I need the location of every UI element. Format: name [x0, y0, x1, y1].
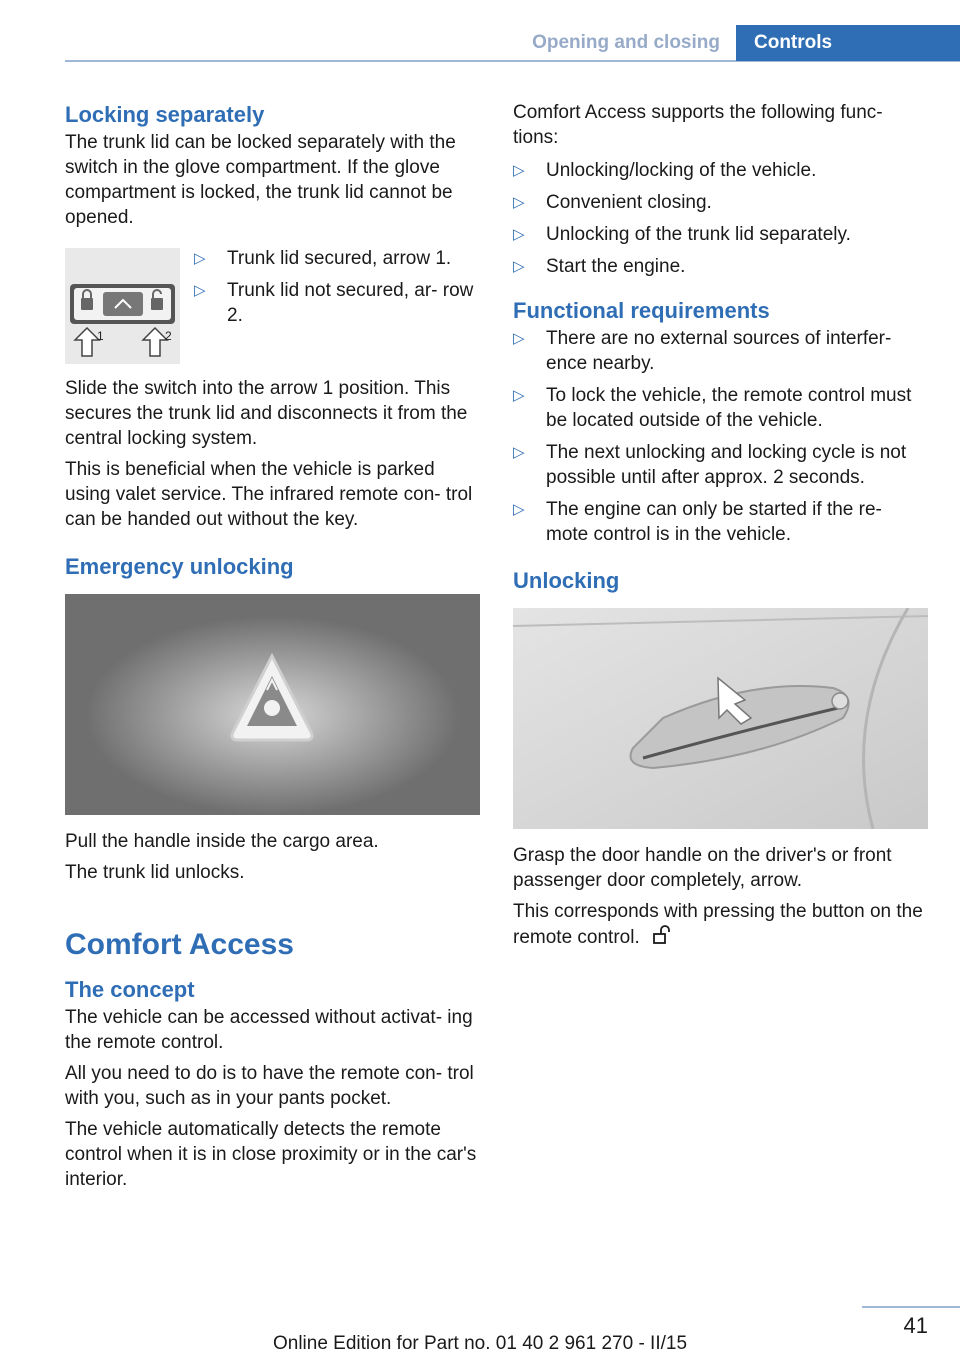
list-item: ▷ Start the engine. [513, 256, 686, 277]
locking-separately-text: The trunk lid can be locked separately with the switch in the glove compartment. If the glove compartment is locked, the trunk lid cannot be opened. [65, 132, 456, 228]
list-item: ▷ Unlocking/locking of the vehicle. [513, 160, 817, 181]
functions-list [513, 158, 928, 279]
door-handle-figure [513, 608, 928, 829]
supports-text: Comfort Access supports the following func‐ tions: [513, 102, 883, 148]
triangle-right-icon: ▷ [513, 444, 525, 461]
trunk-unlocks-text: The trunk lid unlocks. [65, 862, 245, 883]
triangle-right-icon: ▷ [513, 258, 525, 275]
emergency-handle-figure [65, 594, 480, 815]
right-column [513, 100, 928, 950]
triangle-right-icon: ▷ [513, 330, 525, 347]
triangle-right-icon: ▷ [513, 194, 525, 211]
unlock-icon [651, 924, 673, 946]
triangle-right-icon: ▷ [194, 282, 206, 299]
locking-separately-heading: Locking separately [65, 102, 265, 127]
list-item: ▷ There are no external sources of interfer‐ ence nearby. [513, 328, 892, 374]
concept-text-1: The vehicle can be accessed without activat‐ ing the remote control. [65, 1007, 473, 1053]
concept-text-3: The vehicle automatically detects the remote control when it is in close proximity or in the car's interior. [65, 1119, 477, 1190]
triangle-right-icon: ▷ [513, 226, 525, 243]
list-item: ▷ The next unlocking and locking cycle is not possible until after approx. 2 seconds. [513, 442, 907, 488]
list-item: ▷ Trunk lid not secured, ar‐ row 2. [194, 280, 474, 326]
triangle-right-icon: ▷ [513, 162, 525, 179]
list-item: ▷ Unlocking of the trunk lid separately. [513, 224, 851, 245]
list-item: ▷ To lock the vehicle, the remote control must be located outside of the vehicle. [513, 385, 912, 431]
slide-switch-text: Slide the switch into the arrow 1 position. This secures the trunk lid and disconnects it from the central locking system. [65, 378, 468, 449]
emergency-unlocking-heading: Emergency unlocking [65, 554, 294, 579]
switch-bullet-list [194, 246, 480, 364]
edition-note: Online Edition for Part no. 01 40 2 961 270 - II/15 [272, 1333, 688, 1354]
left-column [65, 100, 480, 1192]
triangle-right-icon: ▷ [513, 501, 525, 518]
pull-handle-text: Pull the handle inside the cargo area. [65, 831, 379, 852]
concept-heading: The concept [65, 977, 195, 1002]
requirements-list [513, 326, 928, 547]
grasp-handle-text: Grasp the door handle on the driver's or front passenger door completely, arrow. [513, 845, 892, 891]
switch-figure-block [65, 248, 480, 364]
unlocking-heading: Unlocking [513, 568, 620, 593]
comfort-access-heading: Comfort Access [65, 928, 294, 961]
trunk-lock-switch-figure [65, 248, 180, 364]
footer-rule [862, 1306, 960, 1308]
list-item: ▷ The engine can only be started if the re‐ mote control is in the vehicle. [513, 499, 882, 545]
concept-text-2: All you need to do is to have the remote con‐ trol with you, such as in your pants pocket. [65, 1063, 474, 1109]
header-chapter[interactable]: Opening and closing [532, 32, 720, 53]
valet-text: This is beneficial when the vehicle is parked using valet service. The infrared remote con‐ trol can be handed out without the key. [65, 459, 473, 530]
switch-label-1: 1 [97, 329, 104, 343]
switch-label-2: 2 [165, 329, 172, 343]
triangle-right-icon: ▷ [513, 387, 525, 404]
list-item: ▷ Convenient closing. [513, 192, 712, 213]
page-number: 41 [903, 1313, 928, 1338]
functional-requirements-heading: Functional requirements [513, 298, 770, 323]
header-section-tab[interactable]: Controls [736, 25, 960, 61]
triangle-right-icon: ▷ [194, 250, 206, 267]
corresponds-text: This corresponds with pressing the button on the remote control. [513, 901, 923, 948]
list-item: ▷ Trunk lid secured, arrow 1. [194, 248, 452, 269]
